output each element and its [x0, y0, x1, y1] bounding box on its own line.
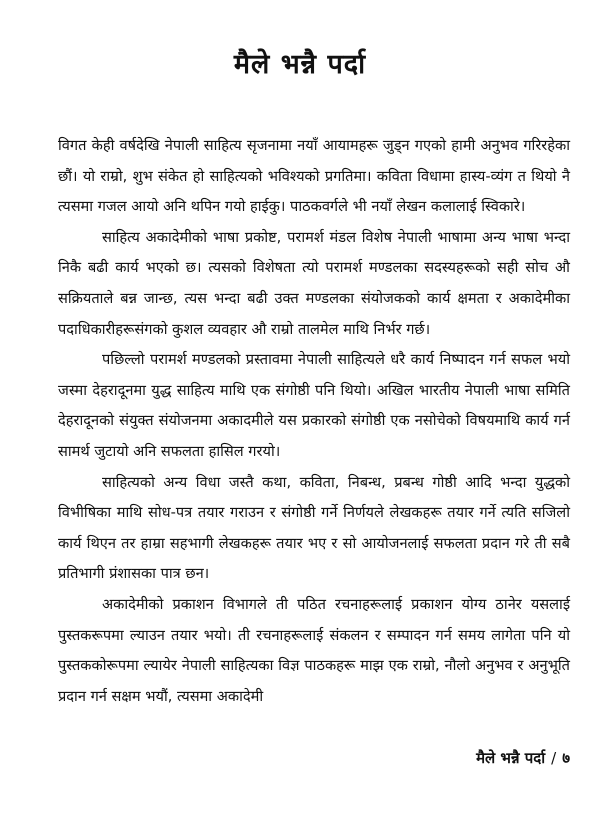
paragraph-2: साहित्य अकादेमीको भाषा प्रकोष्ट, परामर्श मंडल विशेष नेपाली भाषामा अन्य भाषा भन्दा निकै बढी कार्य भएको छ। त्यसको विशेषता त्यो परामर्श मण्डलका सदस्यहरूको सही सोच औ सक्रियताले बन्न जान्छ, त्यस भन्दा बढी उक्त मण्डलका संयोजकको कार्य क्षमता र अकादेमीका पदाधिकारीहरूसंगको कुशल व्यवहार औ राम्रो तालमेल माथि निर्भर गर्छ। — [58, 228, 570, 338]
paragraph-5: अकादेमीको प्रकाशन विभागले ती पठित रचनाहरूलाई प्रकाशन योग्य ठानेर यसलाई पुस्तकरूपमा ल्याउन तयार भयो। ती रचनाहरूलाई संकलन र सम्पादन गर्न समय लागेता पनि यो पुस्तककोरूपमा ल्यायेर नेपाली साहित्यका विज्ञ पाठकहरू माझ एक राम्रो, नौलो अनुभव र अनुभूति प्रदान गर्न सक्षम भयौं, त्यसमा अकादेमी — [58, 595, 570, 705]
footer-separator: / — [551, 749, 557, 767]
page-footer — [476, 748, 570, 768]
paragraph-3: पछिल्लो परामर्श मण्डलको प्रस्तावमा नेपाली साहित्यले धरै कार्य निष्पादन गर्न सफल भयो जस्मा देहरादूनमा युद्ध साहित्य माथि एक संगोष्ठी पनि थियो। अखिल भारतीय नेपाली भाषा समिति देहरादूनको संयुक्त संयोजनमा अकादमीले यस प्रकारको संगोष्ठी एक नसोचेको विषयमाथि कार्य गर्न सामर्थ जुटायो अनि सफलता हासिल गरयो। — [58, 351, 570, 460]
body-text — [58, 131, 570, 712]
paragraph-1: विगत केही वर्षदेखि नेपाली साहित्य सृजनामा नयाँ आयामहरू जुड्न गएको हामी अनुभव गरिरहेका छौं। यो राम्रो, शुभ संकेत हो साहित्यको भविश्यको प्रगतिमा। कविता विधामा हास्य-व्यंग त थियो नै त्यसमा गजल आयो अनि थपिन गयो हाईकु। पाठकवर्गले भी नयाँ लेखन कलालाई स्विकारे। — [58, 137, 570, 216]
paragraph-4: साहित्यको अन्य विधा जस्तै कथा, कविता, निबन्ध, प्रबन्ध गोष्ठी आदि भन्दा युद्धको विभीषिका माथि सोध-पत्र तयार गराउन र संगोष्ठी गर्ने निर्णयले लेखकहरू तयार गर्ने त्यति सजिलो कार्य थिएन तर हाम्रा सहभागी लेखकहरू तयार भए र सो आयोजनलाई सफलता प्रदान गरे ती सबै प्रतिभागी प्रंशासका पात्र छन। — [58, 473, 570, 583]
running-title: मैले भन्नै पर्दा — [476, 749, 546, 767]
page-title: मैले भन्नै पर्दा — [233, 49, 367, 80]
page-number: ७ — [562, 749, 570, 767]
